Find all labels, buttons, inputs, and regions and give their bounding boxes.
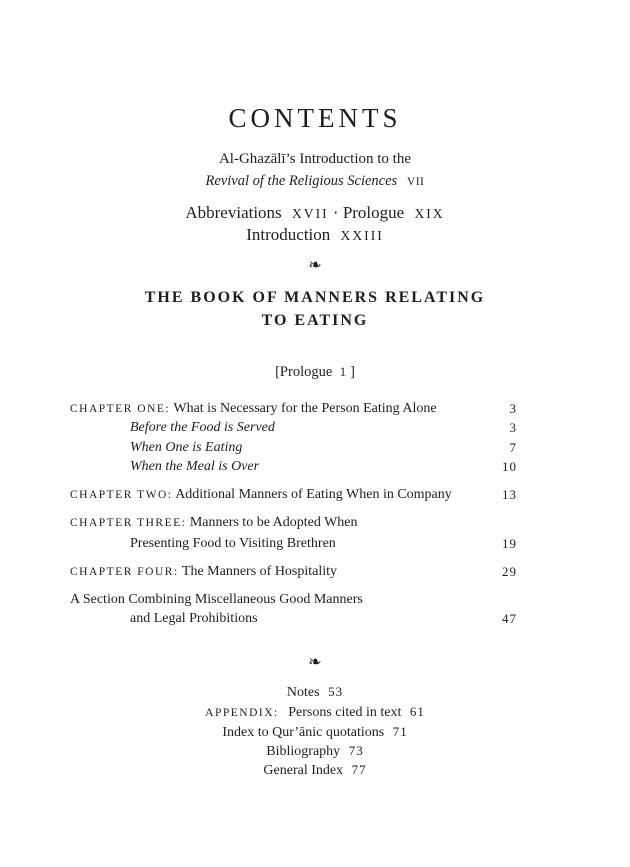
notes-entry[interactable] [0, 684, 630, 701]
bibliography-label: Bibliography [266, 744, 341, 759]
intro-line-1: Al-Ghazālī’s Introduction to the [218, 151, 412, 167]
chapter-title: What is Necessary for the Person Eating Alone [173, 401, 437, 416]
chapter-label: CHAPTER ONE: [70, 403, 171, 415]
toc-entry-section-cont[interactable] [70, 611, 517, 627]
prologue-front-page: XIX [414, 206, 445, 221]
page-number: 7 [509, 440, 517, 455]
page-number: 13 [502, 487, 517, 502]
index-label: General Index [263, 763, 344, 778]
chapter-label: CHAPTER TWO: [70, 489, 173, 501]
front-matter-line-1 [0, 203, 630, 223]
introduction-label: Introduction [246, 225, 331, 244]
appendix-label: APPENDIX: [205, 707, 279, 719]
page-number: 19 [502, 536, 517, 551]
appendix-entry[interactable] [0, 704, 630, 721]
abbreviations-page: XVII [291, 206, 329, 221]
prologue-entry [0, 364, 630, 381]
quran-label: Index to Qur’ānic quotations [222, 725, 385, 740]
prologue-front-label: Prologue [342, 203, 405, 222]
prologue-page: 1 [339, 365, 347, 379]
page-title: CONTENTS [228, 103, 402, 133]
introduction-page: XXIII [340, 228, 384, 243]
chapter-title: The Manners of Hospitality [181, 564, 338, 579]
quran-page: 71 [392, 724, 408, 739]
intro-book-title: Revival of the Religious Sciences [205, 173, 398, 189]
section-title-continued: and Legal Prohibitions [130, 611, 258, 626]
front-matter-line-2 [0, 225, 630, 245]
separator-dot: · [332, 203, 339, 222]
subsection-title: When One is Eating [130, 440, 243, 455]
book-title-line-1: THE BOOK OF MANNERS RELATING [144, 289, 486, 306]
intro-line-2 [0, 173, 630, 190]
toc-subentry[interactable] [70, 440, 517, 456]
section-title: A Section Combining Miscellaneous Good Manners [70, 592, 363, 607]
toc-entry-chapter-one[interactable] [70, 401, 517, 417]
bibliography-page: 73 [348, 743, 364, 758]
toc-entry-chapter-two[interactable] [70, 487, 517, 503]
toc-subentry[interactable] [70, 420, 517, 436]
general-index-entry[interactable] [0, 762, 630, 779]
toc-entry-chapter-three-cont[interactable] [70, 536, 517, 552]
subsection-title: When the Meal is Over [130, 459, 260, 474]
toc-entry-section[interactable] [70, 592, 517, 608]
toc-subentry[interactable] [70, 459, 517, 475]
quran-index-entry[interactable] [0, 724, 630, 741]
chapter-title: Additional Manners of Eating When in Company [175, 487, 452, 502]
notes-label: Notes [286, 685, 320, 700]
toc-entry-chapter-four[interactable] [70, 564, 517, 580]
page-number: 29 [502, 564, 517, 579]
prologue-close: ] [350, 364, 355, 380]
page-number: 3 [509, 420, 517, 435]
book-title-line-2: TO EATING [261, 312, 369, 329]
notes-page: 53 [328, 684, 344, 699]
intro-page-number: VII [406, 175, 425, 188]
page-number: 47 [502, 611, 517, 626]
chapter-title-continued: Presenting Food to Visiting Brethren [130, 536, 336, 551]
page-number: 3 [509, 401, 517, 416]
persons-page: 61 [409, 704, 425, 719]
prologue-open: [Prologue [275, 364, 333, 380]
fleuron-ornament-icon: ❧ [308, 654, 322, 671]
fleuron-ornament-icon: ❧ [308, 257, 322, 274]
index-page: 77 [351, 762, 367, 777]
chapter-label: CHAPTER FOUR: [70, 566, 179, 578]
chapter-label: CHAPTER THREE: [70, 517, 187, 529]
bibliography-entry[interactable] [0, 743, 630, 760]
page-number: 10 [502, 459, 517, 474]
subsection-title: Before the Food is Served [130, 420, 275, 435]
persons-label: Persons cited in text [288, 705, 402, 720]
chapter-title: Manners to be Adopted When [189, 515, 358, 530]
abbreviations-label: Abbreviations [185, 203, 282, 222]
toc-entry-chapter-three[interactable] [70, 515, 517, 531]
